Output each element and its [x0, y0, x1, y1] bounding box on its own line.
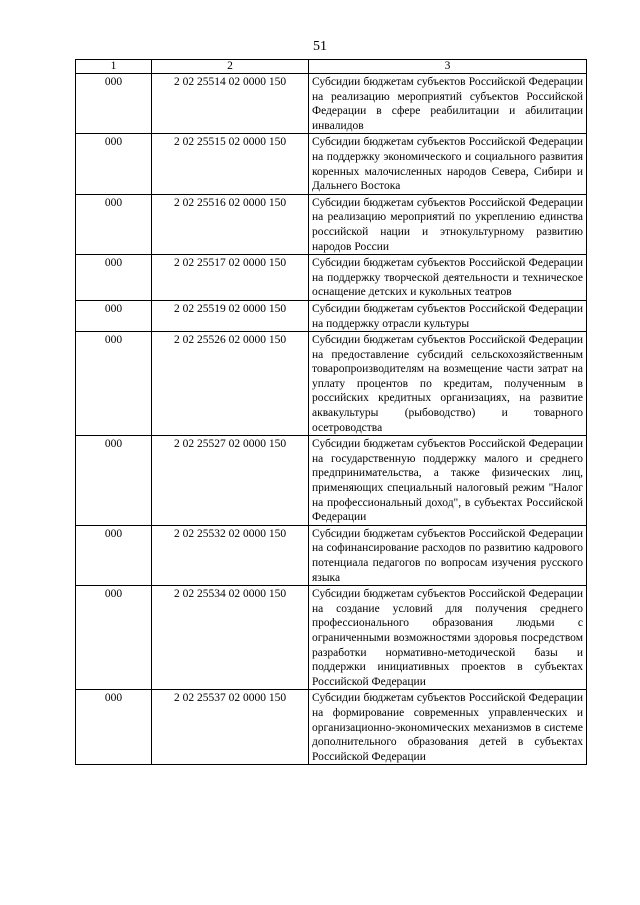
code-cell: 000 — [76, 134, 152, 194]
budget-code-cell: 2 02 25516 02 0000 150 — [152, 194, 309, 254]
description-cell: Субсидии бюджетам субъектов Российской Федерации на формирование современных управленческих и организационно-экономических механизмов в системе дополнительного образования детей в субъектах Российской Федерации — [309, 690, 587, 765]
code-cell: 000 — [76, 586, 152, 690]
budget-code-cell: 2 02 25527 02 0000 150 — [152, 436, 309, 526]
code-cell: 000 — [76, 436, 152, 526]
description-cell: Субсидии бюджетам субъектов Российской Федерации на поддержку экономического и социального развития коренных малочисленных народов Севера, Сибири и Дальнего Востока — [309, 134, 587, 194]
table-row — [76, 194, 587, 254]
description-cell: Субсидии бюджетам субъектов Российской Федерации на предоставление субсидий сельскохозяйственным товаропроизводителям на возмещение части затрат на уплату процентов по кредитам, полученным в российских кредитных организациях, на развитие аквакультуры (рыбоводство) и товарного осетроводства — [309, 332, 587, 436]
description-cell: Субсидии бюджетам субъектов Российской Федерации на государственную поддержку малого и среднего предпринимательства, а также физических лиц, применяющих специальный налоговый режим "Налог на профессиональный доход", в субъектах Российской Федерации — [309, 436, 587, 526]
code-cell: 000 — [76, 332, 152, 436]
column-header-2: 2 — [152, 60, 309, 74]
table-row — [76, 690, 587, 765]
column-header-3: 3 — [309, 60, 587, 74]
budget-code-cell: 2 02 25514 02 0000 150 — [152, 74, 309, 134]
description-cell: Субсидии бюджетам субъектов Российской Федерации на софинансирование расходов по развитию кадрового потенциала педагогов по вопросам изучения русского языка — [309, 525, 587, 585]
budget-classification-table — [75, 59, 587, 765]
table-row — [76, 255, 587, 301]
code-cell: 000 — [76, 690, 152, 765]
code-cell: 000 — [76, 300, 152, 331]
table-row — [76, 436, 587, 526]
budget-code-cell: 2 02 25532 02 0000 150 — [152, 525, 309, 585]
budget-code-cell: 2 02 25515 02 0000 150 — [152, 134, 309, 194]
column-header-1: 1 — [76, 60, 152, 74]
description-cell: Субсидии бюджетам субъектов Российской Федерации на реализацию мероприятий по укреплению единства российской нации и этнокультурному развитию народов России — [309, 194, 587, 254]
table-row — [76, 525, 587, 585]
budget-code-cell: 2 02 25519 02 0000 150 — [152, 300, 309, 331]
description-cell: Субсидии бюджетам субъектов Российской Федерации на поддержку отрасли культуры — [309, 300, 587, 331]
code-cell: 000 — [76, 255, 152, 301]
code-cell: 000 — [76, 74, 152, 134]
description-cell: Субсидии бюджетам субъектов Российской Федерации на реализацию мероприятий субъектов Российской Федерации в сфере реабилитации и абилитации инвалидов — [309, 74, 587, 134]
budget-code-cell: 2 02 25537 02 0000 150 — [152, 690, 309, 765]
budget-code-cell: 2 02 25526 02 0000 150 — [152, 332, 309, 436]
code-cell: 000 — [76, 194, 152, 254]
code-cell: 000 — [76, 525, 152, 585]
table-row — [76, 332, 587, 436]
description-cell: Субсидии бюджетам субъектов Российской Федерации на поддержку творческой деятельности и техническое оснащение детских и кукольных театров — [309, 255, 587, 301]
table-row — [76, 586, 587, 690]
table-row — [76, 300, 587, 331]
budget-code-cell: 2 02 25517 02 0000 150 — [152, 255, 309, 301]
description-cell: Субсидии бюджетам субъектов Российской Федерации на создание условий для получения среднего профессионального образования людьми с ограниченными возможностями здоровья посредством разработки нормативно-методической базы и поддержки инициативных проектов в субъектах Российской Федерации — [309, 586, 587, 690]
budget-code-cell: 2 02 25534 02 0000 150 — [152, 586, 309, 690]
table-row — [76, 74, 587, 134]
table-row — [76, 134, 587, 194]
page-number: 51 — [313, 39, 327, 54]
table-header-row — [76, 60, 587, 74]
